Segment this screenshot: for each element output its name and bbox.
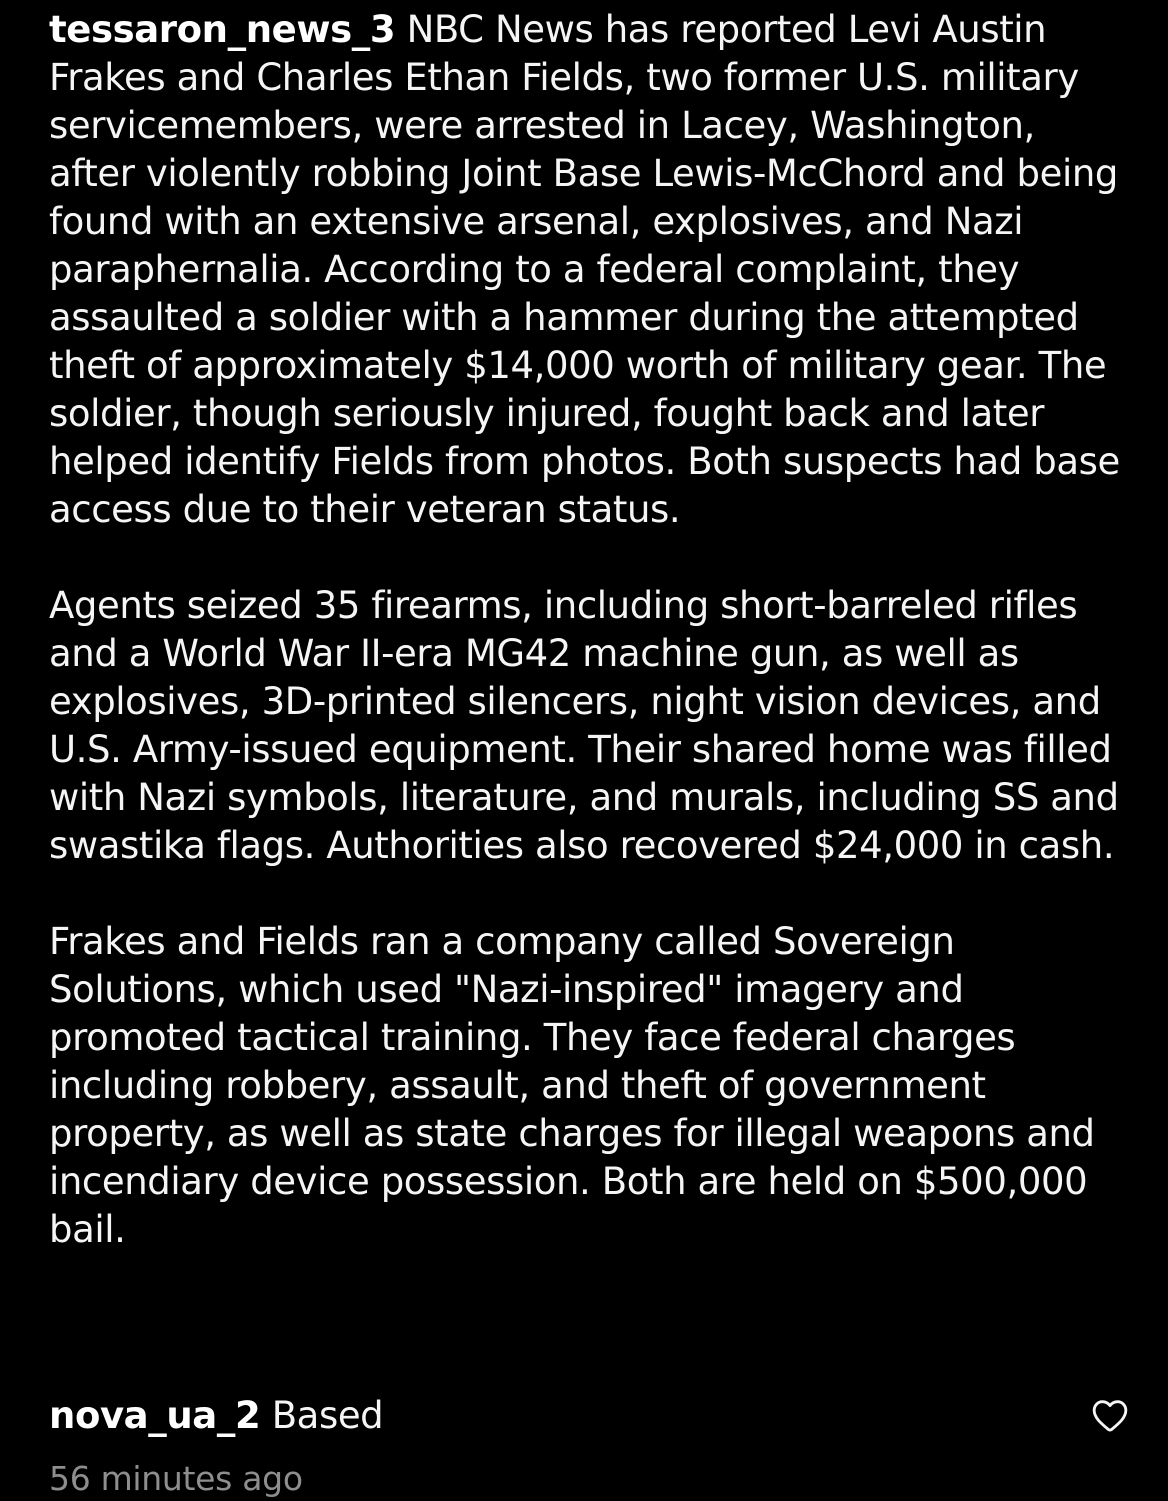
caption-paragraph-1 bbox=[49, 6, 1129, 534]
heart-icon[interactable] bbox=[1091, 1397, 1129, 1433]
comment-author-username[interactable]: nova_ua_2 bbox=[49, 1394, 261, 1437]
caption-paragraph-2 bbox=[49, 582, 1129, 870]
caption-text-2: Agents seized 35 firearms, including short-barreled rifles and a World War II-era MG42 machine gun, as well as explosives, 3D-printed silencers, night vision devices, and U.S. Army-issued equipment. Their shared home was filled with Nazi symbols, literature, and murals, including SS and swastika flags. Authorities also recovered $24,000 in cash. bbox=[49, 584, 1119, 867]
caption-text-1: NBC News has reported Levi Austin Frakes and Charles Ethan Fields, two former U.S. military servicemembers, were arrested in Lacey, Washington, after violently robbing Joint Base Lewis-McChord and being found with an extensive arsenal, explosives, and Nazi paraphernalia. According to a federal complaint, they assaulted a soldier with a hammer during the attempted theft of approximately $14,000 worth of military gear. The soldier, though seriously injured, fought back and later helped identify Fields from photos. Both suspects had base access due to their veteran status. bbox=[49, 8, 1120, 531]
caption-paragraph-3 bbox=[49, 918, 1129, 1254]
caption-text-3: Frakes and Fields ran a company called Sovereign Solutions, which used "Nazi-inspired" imagery and promoted tactical training. They face federal charges including robbery, assault, and theft of government property, as well as state charges for illegal weapons and incendiary device possession. Both are held on $500,000 bail. bbox=[49, 920, 1095, 1251]
comment-text: Based bbox=[271, 1394, 384, 1437]
comment bbox=[49, 1392, 1129, 1444]
post-caption bbox=[49, 6, 1129, 1254]
post-author-username[interactable]: tessaron_news_3 bbox=[49, 8, 396, 51]
comment-timestamp: 56 minutes ago bbox=[49, 1459, 303, 1498]
